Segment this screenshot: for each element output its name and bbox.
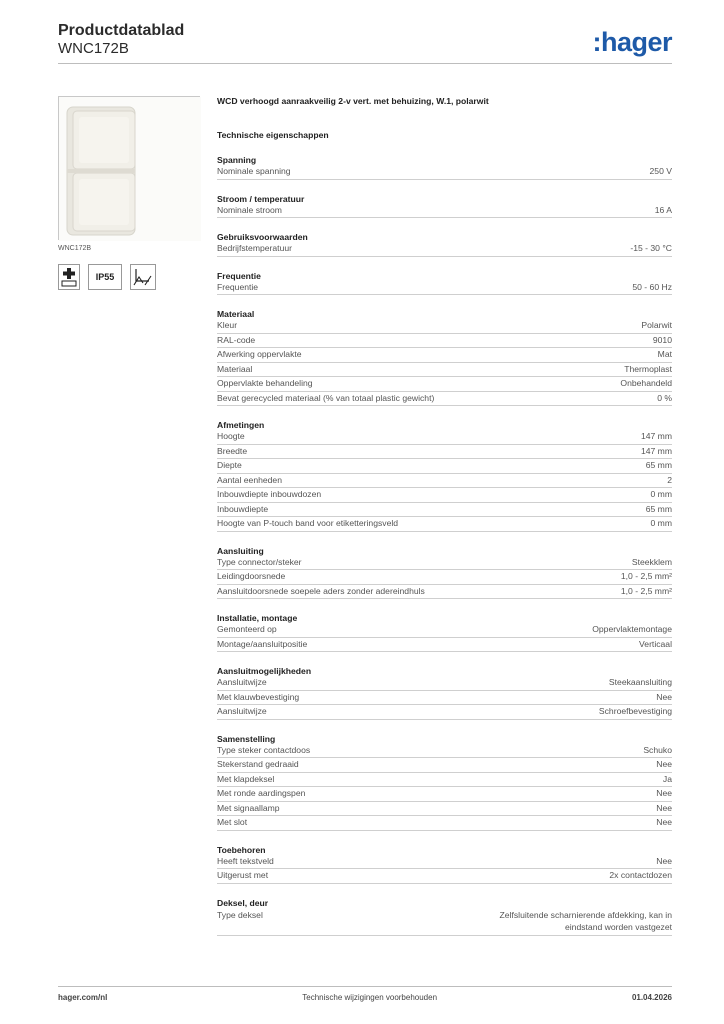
spec-value: Ja — [662, 773, 672, 784]
spec-row — [217, 691, 672, 706]
temperature-range-icon — [130, 264, 156, 290]
spec-value: 65 mm — [645, 503, 672, 514]
product-description: WCD verhoogd aanraakveilig 2-v vert. met behuizing, W.1, polarwit — [217, 96, 489, 106]
spec-label: Type connector/steker — [217, 556, 302, 567]
spec-label: Aansluitwijze — [217, 706, 267, 716]
certification-badges — [58, 264, 156, 290]
spec-value: 65 mm — [645, 460, 672, 470]
spec-value: Nee — [656, 788, 672, 798]
spec-row — [217, 802, 672, 817]
section-title: Deksel, deur — [217, 897, 269, 908]
spec-label: Met klauwbevestiging — [217, 691, 300, 702]
section-title: Stroom / temperatuur — [217, 193, 305, 204]
spec-value: Schroefbevestiging — [598, 706, 672, 716]
section-title: Samenstelling — [217, 733, 276, 744]
spec-row — [217, 242, 672, 257]
spec-row — [217, 334, 672, 349]
spec-section — [217, 420, 672, 532]
spec-row — [217, 773, 672, 788]
spec-value: 147 mm — [640, 445, 672, 456]
spec-row — [217, 855, 672, 870]
spec-label: Gemonteerd op — [217, 624, 277, 634]
spec-label: RAL-code — [217, 334, 256, 345]
spec-row — [217, 204, 672, 219]
spec-label: Type deksel — [217, 909, 263, 920]
spec-row — [217, 517, 672, 532]
spec-row — [217, 676, 672, 691]
spec-section — [217, 309, 672, 406]
spec-label: Met ronde aardingspen — [217, 788, 306, 798]
spec-label: Montage/aansluitpositie — [217, 638, 308, 649]
spec-label: Diepte — [217, 460, 242, 470]
spec-row — [217, 319, 672, 334]
spec-value: Nee — [656, 802, 672, 813]
spec-value: -15 - 30 °C — [630, 243, 672, 253]
spec-row — [217, 430, 672, 445]
spec-label: Uitgerust met — [217, 870, 269, 880]
spec-value: 0 mm — [650, 489, 672, 499]
spec-label: Bedrijfstemperatuur — [217, 243, 292, 253]
spec-value: 1,0 - 2,5 mm² — [620, 585, 672, 596]
spec-label: Nominale stroom — [217, 204, 282, 215]
spec-value: Thermoplast — [624, 363, 672, 374]
spec-label: Hoogte van P-touch band voor etiketteringsveld — [217, 518, 399, 528]
section-title: Installatie, montage — [217, 613, 298, 623]
spec-row — [217, 570, 672, 585]
page-title: Productdatablad — [58, 22, 185, 39]
spec-row — [217, 705, 672, 720]
spec-label: Frequentie — [217, 281, 259, 292]
spec-row — [217, 445, 672, 460]
spec-label: Bevat gerecycled materiaal (% van totaal plastic gewicht) — [217, 392, 435, 403]
spec-row — [217, 869, 672, 884]
page-header — [58, 22, 184, 58]
spec-label: Aansluitdoorsnede soepele aders zonder adereindhuls — [217, 585, 425, 596]
spec-row — [217, 556, 672, 571]
spec-row — [217, 281, 672, 296]
spec-value: Verticaal — [639, 638, 672, 649]
spec-value: Mat — [657, 349, 672, 359]
spec-value: 147 mm — [640, 431, 672, 441]
section-title: Aansluitmogelijkheden — [217, 666, 312, 676]
spec-row — [217, 503, 672, 518]
spec-label: Met slot — [217, 817, 248, 827]
footer-date: 01.04.2026 — [631, 993, 672, 1002]
spec-content — [217, 95, 672, 936]
product-code: WNC172B — [58, 40, 129, 57]
hager-logo: :hager — [592, 27, 672, 57]
spec-label: Nominale spanning — [217, 166, 291, 176]
spec-section — [217, 734, 672, 831]
spec-value: 0 % — [657, 392, 672, 403]
section-title: Afmetingen — [217, 420, 265, 430]
spec-value: 16 A — [654, 204, 672, 215]
spec-label: Stekerstand gedraaid — [217, 759, 299, 769]
spec-label: Inbouwdiepte inbouwdozen — [217, 489, 322, 499]
spec-value: Schuko — [643, 744, 672, 755]
spec-label: Materiaal — [217, 363, 253, 374]
spec-row — [217, 165, 672, 180]
spec-row — [217, 638, 672, 653]
section-title: Materiaal — [217, 309, 255, 319]
spec-row — [217, 488, 672, 503]
spec-row — [217, 474, 672, 489]
spec-label: Inbouwdiepte — [217, 503, 269, 514]
section-title: Aansluiting — [217, 545, 264, 556]
spec-section — [217, 845, 672, 884]
spec-row — [217, 363, 672, 378]
spec-value: Polarwit — [641, 320, 672, 330]
section-title: Toebehoren — [217, 844, 266, 855]
footer-disclaimer: Technische wijzigingen voorbehouden — [302, 993, 438, 1002]
spec-row — [217, 392, 672, 407]
spec-row — [217, 908, 672, 936]
spec-value: 2x contactdozen — [609, 870, 672, 880]
footer-website-link[interactable]: hager.com/nl — [58, 993, 108, 1002]
spec-value: Steekaansluiting — [608, 677, 672, 687]
spec-value: 0 mm — [650, 518, 672, 528]
spec-row — [217, 816, 672, 831]
spec-section — [217, 666, 672, 720]
spec-row — [217, 459, 672, 474]
spec-value: Oppervlaktemontage — [592, 624, 672, 634]
spec-row — [217, 348, 672, 363]
spec-section — [217, 232, 672, 257]
spec-value: 250 V — [649, 166, 672, 176]
spec-sections — [217, 155, 672, 936]
spec-value: Nee — [656, 817, 672, 827]
spec-label: Oppervlakte behandeling — [217, 378, 313, 388]
tech-heading: Technische eigenschappen — [217, 130, 329, 140]
product-image — [58, 96, 200, 240]
spec-section — [217, 898, 672, 936]
section-title: Frequentie — [217, 270, 261, 281]
image-reference: WNC172B — [58, 245, 92, 252]
class-protection-icon — [58, 264, 80, 290]
spec-value: 9010 — [652, 334, 672, 345]
spec-section — [217, 155, 672, 180]
spec-label: Leidingdoorsnede — [217, 571, 286, 581]
header-divider — [58, 63, 672, 64]
spec-label: Aansluitwijze — [217, 677, 267, 687]
spec-section — [217, 271, 672, 296]
spec-row — [217, 377, 672, 392]
spec-value: 2 — [667, 474, 672, 485]
spec-section — [217, 613, 672, 652]
spec-value: Onbehandeld — [620, 378, 672, 388]
spec-label: Kleur — [217, 320, 238, 330]
spec-value: Nee — [656, 855, 672, 866]
section-title: Spanning — [217, 155, 257, 165]
spec-value: 50 - 60 Hz — [632, 281, 672, 292]
spec-value: Nee — [656, 759, 672, 769]
spec-label: Heeft tekstveld — [217, 855, 274, 866]
spec-row — [217, 623, 672, 638]
spec-value: 1,0 - 2,5 mm² — [620, 571, 672, 581]
spec-label: Met klapdeksel — [217, 773, 275, 784]
spec-value: Steekklem — [631, 556, 672, 567]
ip55-badge: IP55 — [88, 264, 122, 290]
spec-label: Met signaallamp — [217, 802, 280, 813]
spec-row — [217, 758, 672, 773]
spec-row — [217, 787, 672, 802]
spec-label: Afwerking oppervlakte — [217, 349, 302, 359]
section-title: Gebruiksvoorwaarden — [217, 232, 308, 242]
spec-section — [217, 194, 672, 219]
spec-label: Hoogte — [217, 431, 245, 441]
footer-divider — [58, 986, 672, 987]
spec-section — [217, 546, 672, 600]
spec-label: Type steker contactdoos — [217, 744, 311, 755]
spec-row — [217, 585, 672, 600]
page-footer — [58, 993, 672, 1005]
spec-value: Nee — [656, 691, 672, 702]
spec-row — [217, 744, 672, 759]
spec-label: Aantal eenheden — [217, 474, 282, 485]
spec-label: Breedte — [217, 445, 248, 456]
spec-value: Zelfsluitende scharnierende afdekking, kan in eindstand worden vastgezet — [499, 909, 672, 932]
logo-text: hager — [600, 27, 672, 57]
